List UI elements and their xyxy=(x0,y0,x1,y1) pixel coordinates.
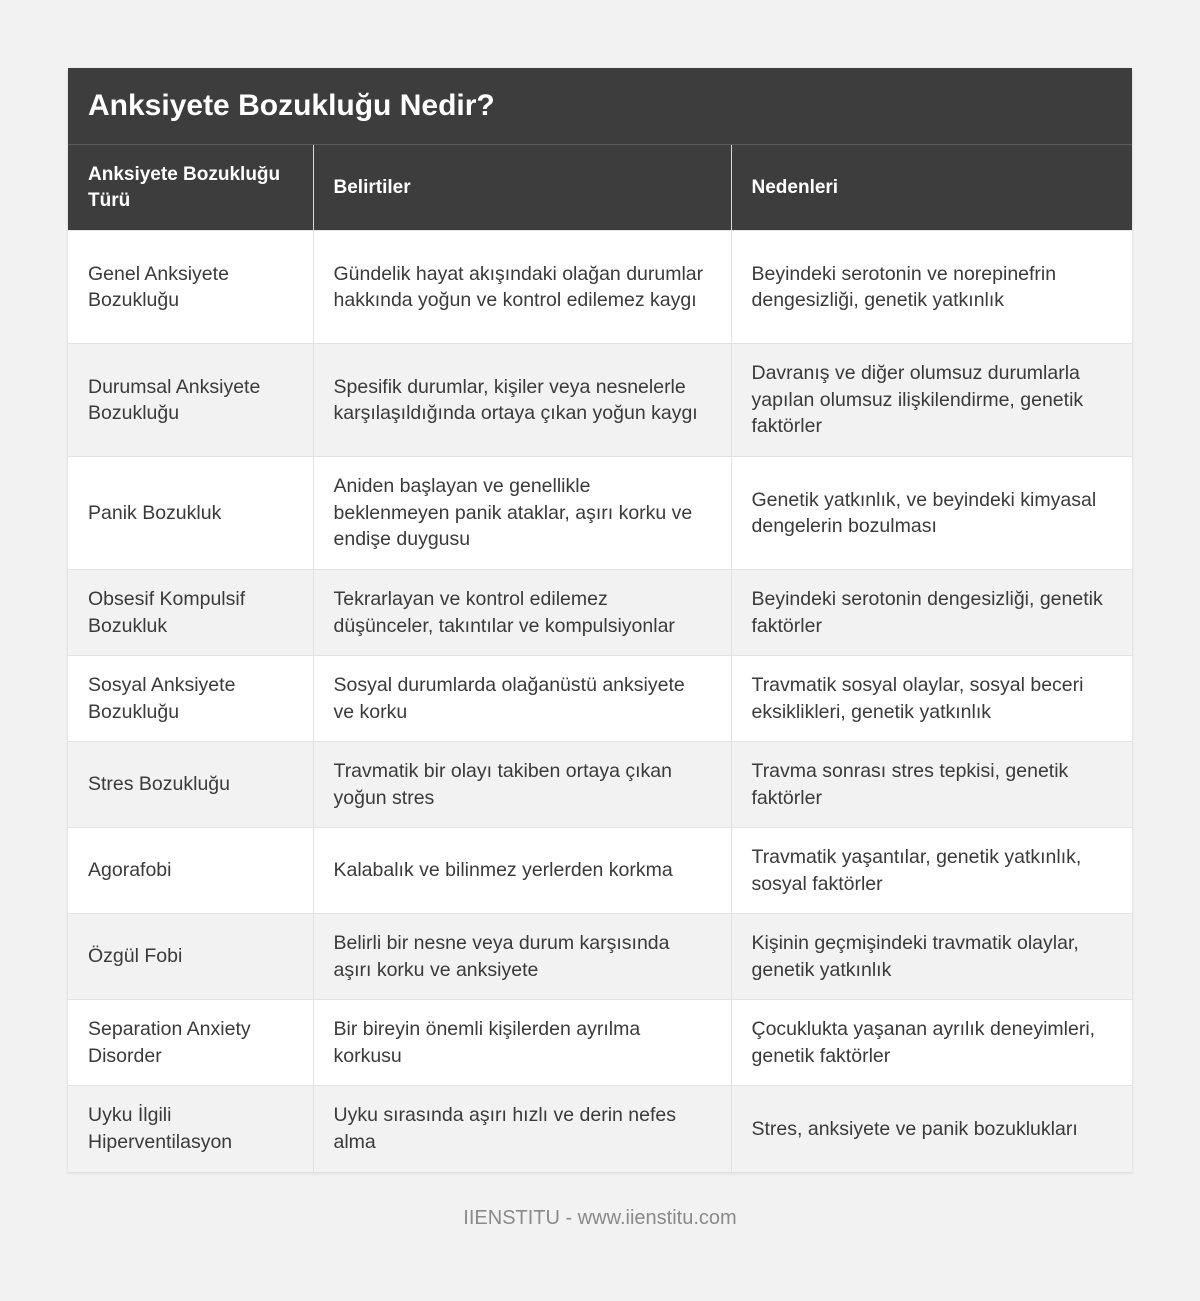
cell-symptoms: Kalabalık ve bilinmez yerlerden korkma xyxy=(313,828,731,914)
table-row xyxy=(68,1086,1132,1172)
cell-causes: Kişinin geçmişindeki travmatik olaylar, genetik yatkınlık xyxy=(731,914,1132,1000)
cell-type: Agorafobi xyxy=(68,828,313,914)
table-row xyxy=(68,1000,1132,1086)
table-row xyxy=(68,570,1132,656)
cell-symptoms: Belirli bir nesne veya durum karşısında aşırı korku ve anksiyete xyxy=(313,914,731,1000)
cell-type: Uyku İlgili Hiperventilasyon xyxy=(68,1086,313,1172)
table-row xyxy=(68,231,1132,344)
cell-type: Separation Anxiety Disorder xyxy=(68,1000,313,1086)
cell-causes: Travmatik sosyal olaylar, sosyal beceri eksiklikleri, genetik yatkınlık xyxy=(731,656,1132,742)
cell-type: Durumsal Anksiyete Bozukluğu xyxy=(68,344,313,457)
cell-type: Özgül Fobi xyxy=(68,914,313,1000)
cell-causes: Travma sonrası stres tepkisi, genetik faktörler xyxy=(731,742,1132,828)
cell-type: Obsesif Kompulsif Bozukluk xyxy=(68,570,313,656)
header-row xyxy=(68,145,1132,231)
cell-causes: Genetik yatkınlık, ve beyindeki kimyasal dengelerin bozulması xyxy=(731,457,1132,570)
column-header-type: Anksiyete Bozukluğu Türü xyxy=(68,145,313,231)
cell-causes: Stres, anksiyete ve panik bozuklukları xyxy=(731,1086,1132,1172)
table-row xyxy=(68,828,1132,914)
cell-symptoms: Bir bireyin önemli kişilerden ayrılma korkusu xyxy=(313,1000,731,1086)
cell-type: Genel Anksiyete Bozukluğu xyxy=(68,231,313,344)
cell-causes: Beyindeki serotonin ve norepinefrin dengesizliği, genetik yatkınlık xyxy=(731,231,1132,344)
table-row xyxy=(68,742,1132,828)
cell-type: Stres Bozukluğu xyxy=(68,742,313,828)
table-row xyxy=(68,457,1132,570)
table-row xyxy=(68,914,1132,1000)
cell-type: Sosyal Anksiyete Bozukluğu xyxy=(68,656,313,742)
cell-causes: Beyindeki serotonin dengesizliği, genetik faktörler xyxy=(731,570,1132,656)
anxiety-table xyxy=(68,144,1132,1172)
column-header-causes: Nedenleri xyxy=(731,145,1132,231)
table-row xyxy=(68,656,1132,742)
cell-symptoms: Sosyal durumlarda olağanüstü anksiyete ve korku xyxy=(313,656,731,742)
table-row xyxy=(68,344,1132,457)
cell-symptoms: Uyku sırasında aşırı hızlı ve derin nefes alma xyxy=(313,1086,731,1172)
cell-causes: Davranış ve diğer olumsuz durumlarla yapılan olumsuz ilişkilendirme, genetik faktörler xyxy=(731,344,1132,457)
cell-symptoms: Spesifik durumlar, kişiler veya nesnelerle karşılaşıldığında ortaya çıkan yoğun kaygı xyxy=(313,344,731,457)
cell-symptoms: Aniden başlayan ve genellikle beklenmeyen panik ataklar, aşırı korku ve endişe duygusu xyxy=(313,457,731,570)
cell-symptoms: Tekrarlayan ve kontrol edilemez düşünceler, takıntılar ve kompulsiyonlar xyxy=(313,570,731,656)
footer-credit: IIENSTITU - www.iienstitu.com xyxy=(463,1207,737,1229)
cell-type: Panik Bozukluk xyxy=(68,457,313,570)
table-card xyxy=(68,68,1132,1172)
cell-symptoms: Gündelik hayat akışındaki olağan durumlar hakkında yoğun ve kontrol edilemez kaygı xyxy=(313,231,731,344)
cell-causes: Travmatik yaşantılar, genetik yatkınlık, sosyal faktörler xyxy=(731,828,1132,914)
column-header-symptoms: Belirtiler xyxy=(313,145,731,231)
cell-causes: Çocuklukta yaşanan ayrılık deneyimleri, genetik faktörler xyxy=(731,1000,1132,1086)
table-title: Anksiyete Bozukluğu Nedir? xyxy=(68,68,1132,144)
cell-symptoms: Travmatik bir olayı takiben ortaya çıkan yoğun stres xyxy=(313,742,731,828)
